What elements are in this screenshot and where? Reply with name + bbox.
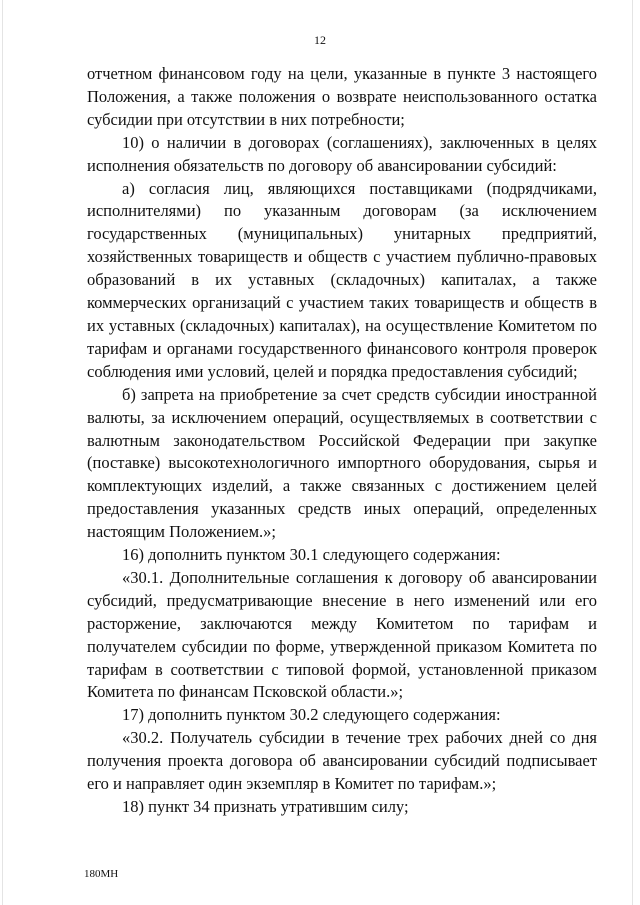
document-code: 180МН	[84, 868, 119, 880]
paragraph-item-17: 17) дополнить пунктом 30.2 следующего содержания:	[122, 705, 501, 725]
page-number: 12	[314, 33, 326, 47]
paragraph-subitem-b: б) запрета на приобретение за счет средств субсидии иностранной валюты, за исключением операций, осуществляемых в соответствии с валютным законодательством Российской Федерации при закупке (поставке) высокотехнологичного импортного оборудования, сырья и комплектующих изделий, а также связанных с достижением целей предоставления указанных средств иных операций, определенных настоящим Положением.»;	[87, 384, 597, 542]
paragraph-clause-30-1: «30.1. Дополнительные соглашения к договору об авансировании субсидий, предусматривающие внесение в него изменений или его расторжение, заключаются между Комитетом по тарифам и получателем субсидии по форме, утвержденной приказом Комитета по тарифам в соответствии с типовой формой, установленной приказом Комитета по финансам Псковской области.»;	[87, 567, 597, 702]
paragraph-subitem-a: а) согласия лиц, являющихся поставщиками (подрядчиками, исполнителями) по указанным договорам (за исключением государственных (муниципальных) унитарных предприятий, хозяйственных товариществ и обществ с участием публично-правовых образований в их уставных (складочных) капиталах, а также коммерческих организаций с участием таких товариществ и обществ в их уставных (складочных) капиталах), на осуществление Комитетом по тарифам и органами государственного финансового контроля проверок соблюдения ими условий, целей и порядка предоставления субсидий;	[87, 178, 597, 381]
right-edge-mark	[632, 0, 633, 905]
paragraph-item-10: 10) о наличии в договорах (соглашениях), заключенных в целях исполнения обязательств по договору об авансировании субсидий:	[87, 132, 597, 175]
paragraph-continuation: отчетном финансовом году на цели, указанные в пункте 3 настоящего Положения, а также положения о возврате неиспользованного остатка субсидии при отсутствии в них потребности;	[87, 64, 597, 129]
paragraph-clause-30-2: «30.2. Получатель субсидии в течение трех рабочих дней со дня получения проекта договора об авансировании субсидий подписывает его и направляет один экземпляр в Комитет по тарифам.»;	[87, 728, 597, 794]
paragraph-item-16: 16) дополнить пунктом 30.1 следующего содержания:	[122, 545, 501, 565]
left-edge-mark	[2, 0, 3, 905]
document-body	[87, 63, 597, 819]
paragraph-item-18: 18) пункт 34 признать утратившим силу;	[122, 797, 409, 816]
